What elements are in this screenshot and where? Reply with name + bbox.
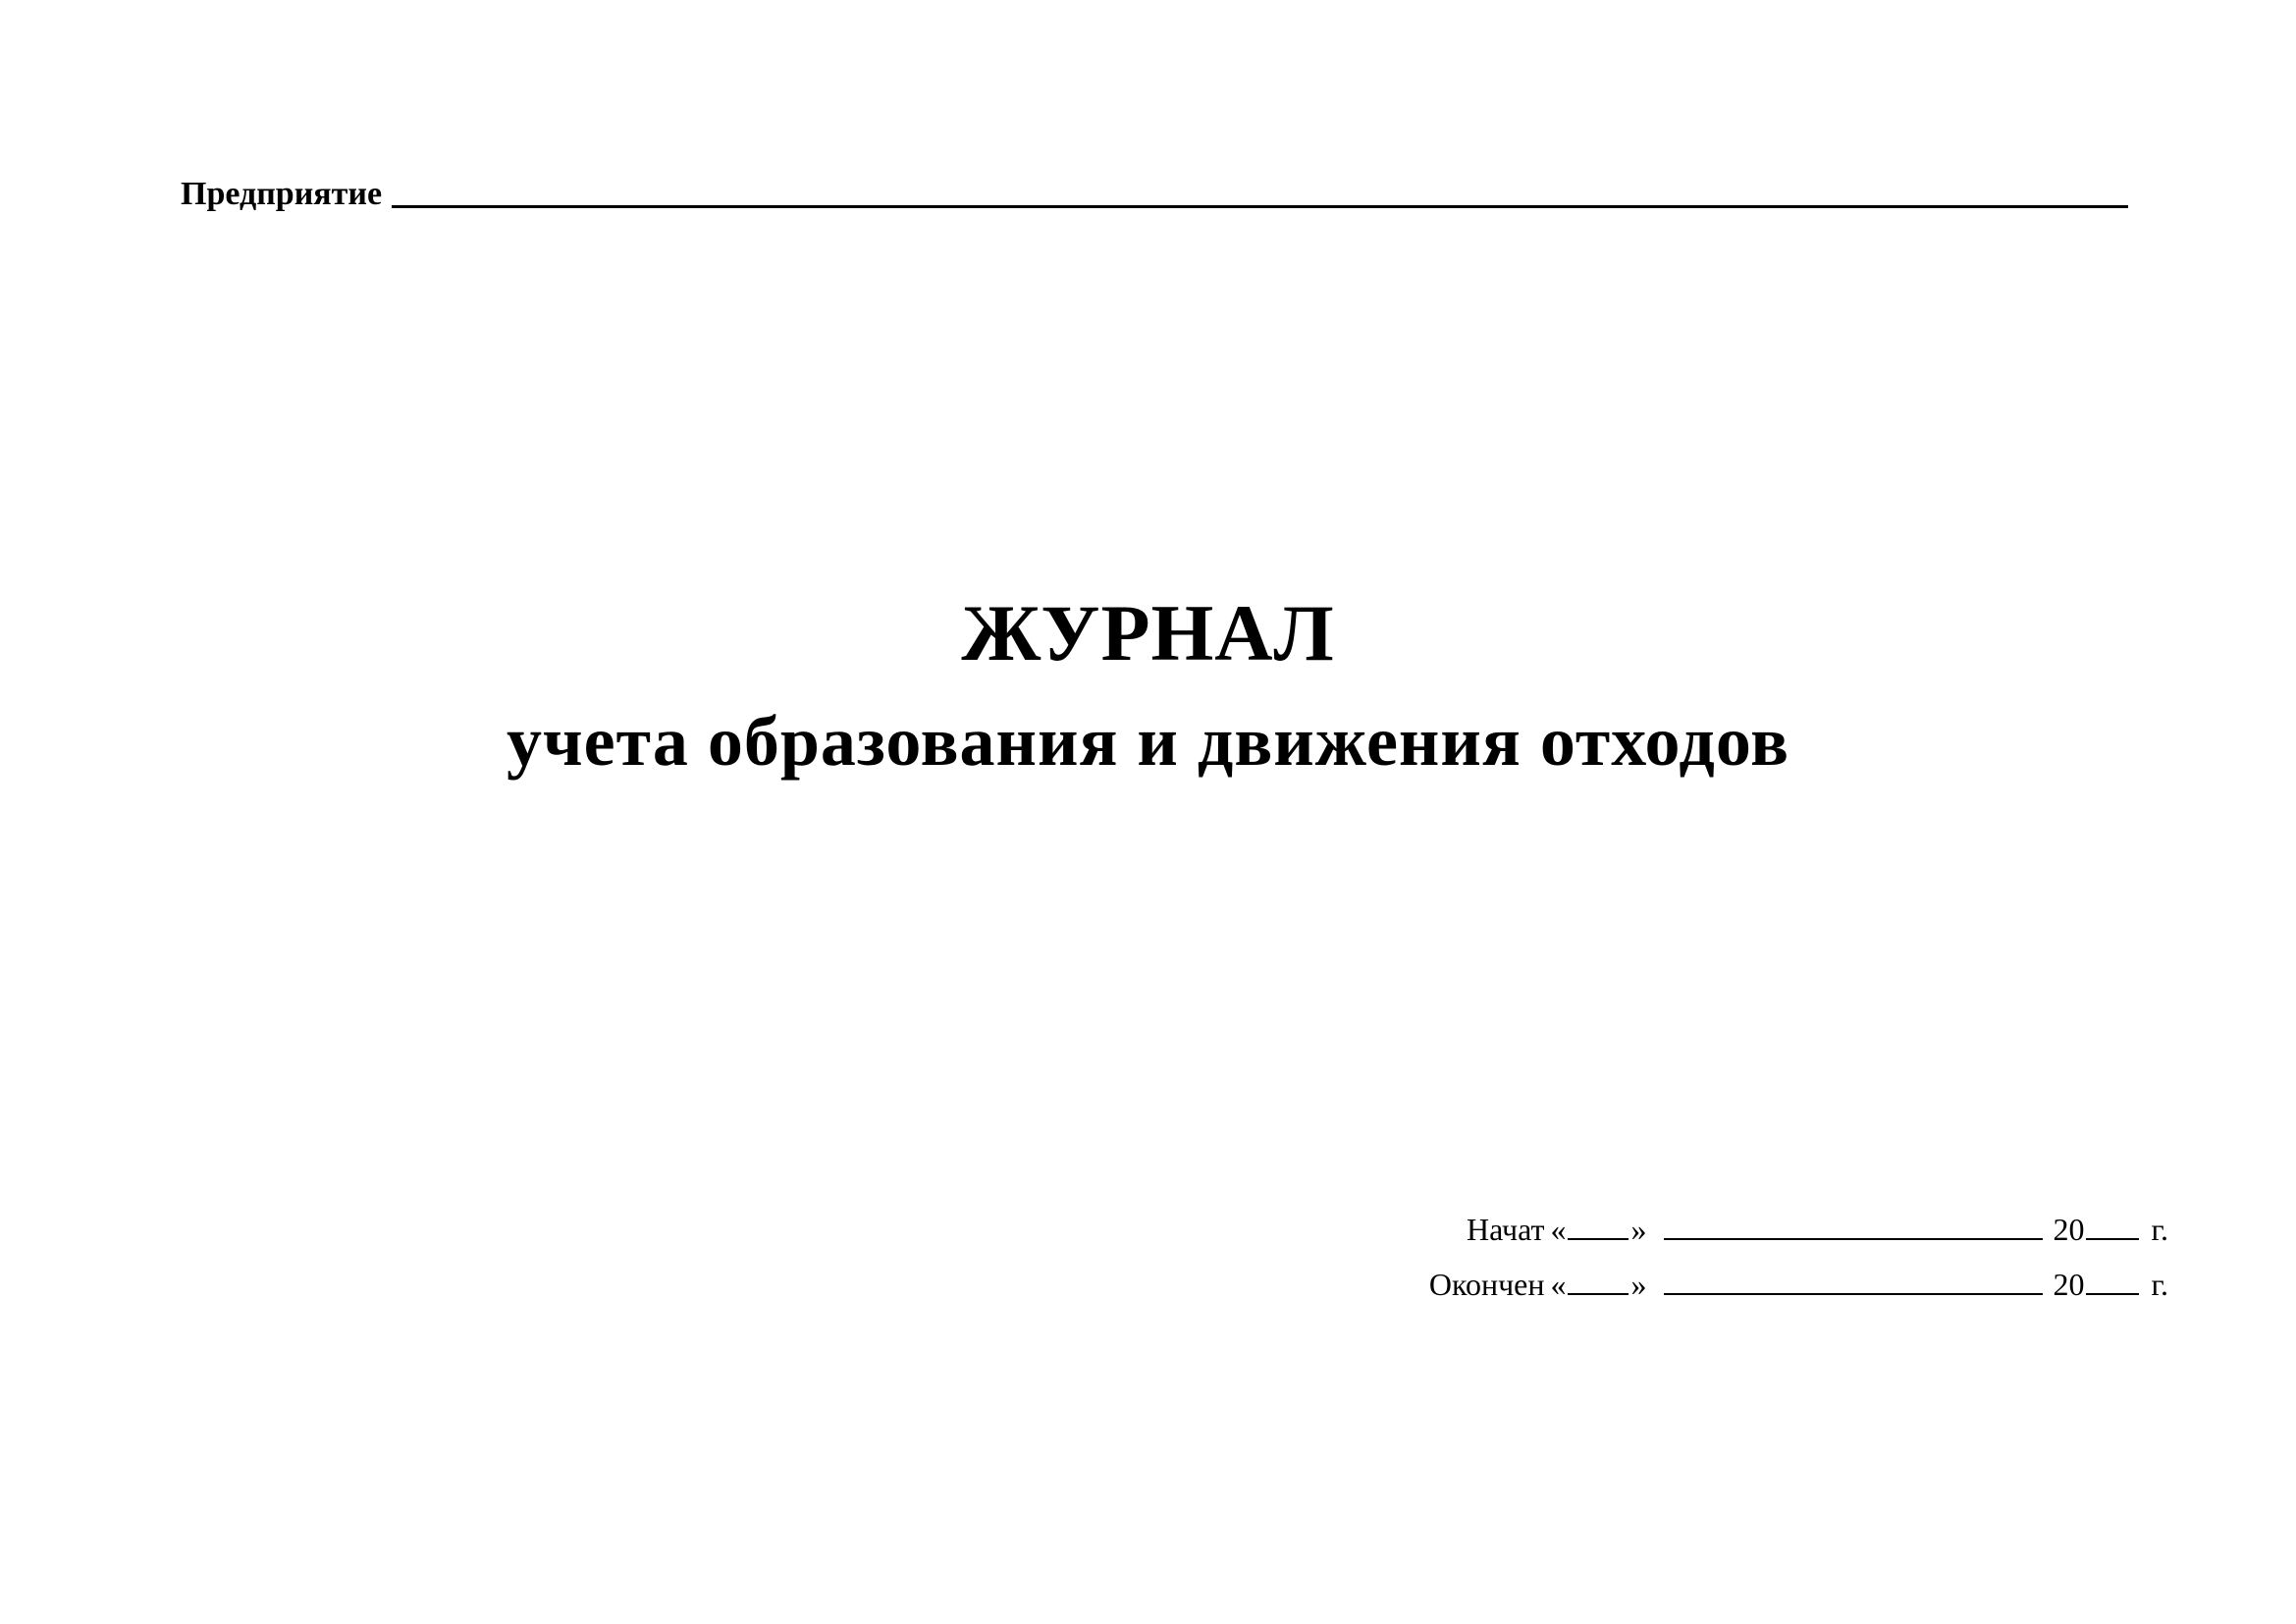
title-block — [0, 579, 2296, 795]
started-day-blank — [1568, 1238, 1629, 1240]
enterprise-label: Предприятие — [181, 176, 383, 212]
enterprise-blank-line — [392, 205, 2128, 208]
finished-label: Окончен — [1428, 1267, 1545, 1302]
close-quote: » — [1630, 1212, 1647, 1247]
date-fields — [1422, 1210, 2168, 1320]
finished-day-blank — [1568, 1293, 1629, 1295]
page-title: ЖУРНАЛ — [961, 588, 1335, 677]
started-year-suffix: г. — [2151, 1212, 2168, 1247]
page-subtitle: учета образования и движения отходов — [507, 702, 1789, 781]
finished-date-row — [1422, 1265, 2168, 1320]
started-year-blank — [2086, 1238, 2139, 1240]
started-month-blank — [1664, 1238, 2043, 1240]
started-century: 20 — [2053, 1212, 2085, 1247]
finished-month-blank — [1664, 1293, 2043, 1295]
finished-year-suffix: г. — [2151, 1267, 2168, 1302]
open-quote: « — [1550, 1267, 1567, 1302]
open-quote: « — [1550, 1212, 1567, 1247]
finished-year-blank — [2086, 1293, 2139, 1295]
close-quote: » — [1630, 1267, 1647, 1302]
finished-century: 20 — [2053, 1267, 2085, 1302]
started-date-row — [1422, 1210, 2168, 1265]
started-label: Начат — [1467, 1212, 1545, 1247]
enterprise-field — [181, 165, 2128, 214]
